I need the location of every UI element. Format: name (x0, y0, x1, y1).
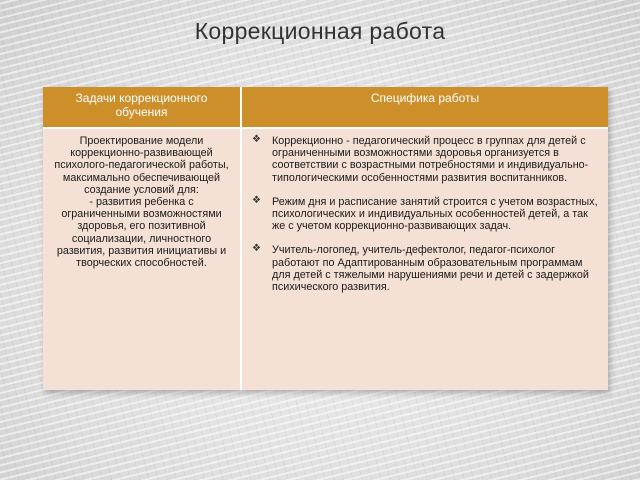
table-row (43, 128, 608, 390)
specific-item-2: Режим дня и расписание занятий строится с учетом возрастных, психологических и индивидуальных особенностей детей, а так же с учетом коррекционно-развивающих задач. (272, 195, 598, 233)
specifics-cell (241, 128, 608, 390)
specific-item-1: Коррекционно - педагогический процесс в группах для детей с ограниченными возможностями здоровья организуется в соответствии с возрастными потребностями и индивидуально-типологическими особенностями развития воспитанников. (272, 135, 589, 184)
tasks-text: Проектирование модели коррекционно-развивающей психолого-педагогической работы, максимально обеспечивающей создание условий для: - развития ребенка с ограниченными возможностями здоровья, его позитивной социализации, личностного развития, развития инициативы и творческих способностей. (54, 135, 229, 270)
specific-item-3: Учитель-логопед, учитель-дефектолог, педагог-психолог работают по Адаптированным образовательным программам для детей с тяжелыми нарушениями речи и детей с задержкой психического развития. (272, 244, 589, 294)
list-item (250, 244, 600, 293)
correction-table (43, 87, 608, 390)
header-tasks: Задачи коррекционного обучения (43, 87, 241, 128)
table (43, 87, 608, 390)
header-specifics: Специфика работы (241, 87, 608, 128)
list-item (250, 135, 600, 184)
diamond-bullet-icon: ❖ (252, 134, 261, 145)
table-header-row (43, 87, 608, 128)
diamond-bullet-icon: ❖ (252, 243, 261, 255)
list-item (250, 196, 600, 233)
specifics-list (250, 135, 600, 293)
diamond-bullet-icon: ❖ (252, 194, 261, 206)
slide-title: Коррекционная работа (194, 18, 446, 44)
tasks-cell (43, 128, 241, 390)
